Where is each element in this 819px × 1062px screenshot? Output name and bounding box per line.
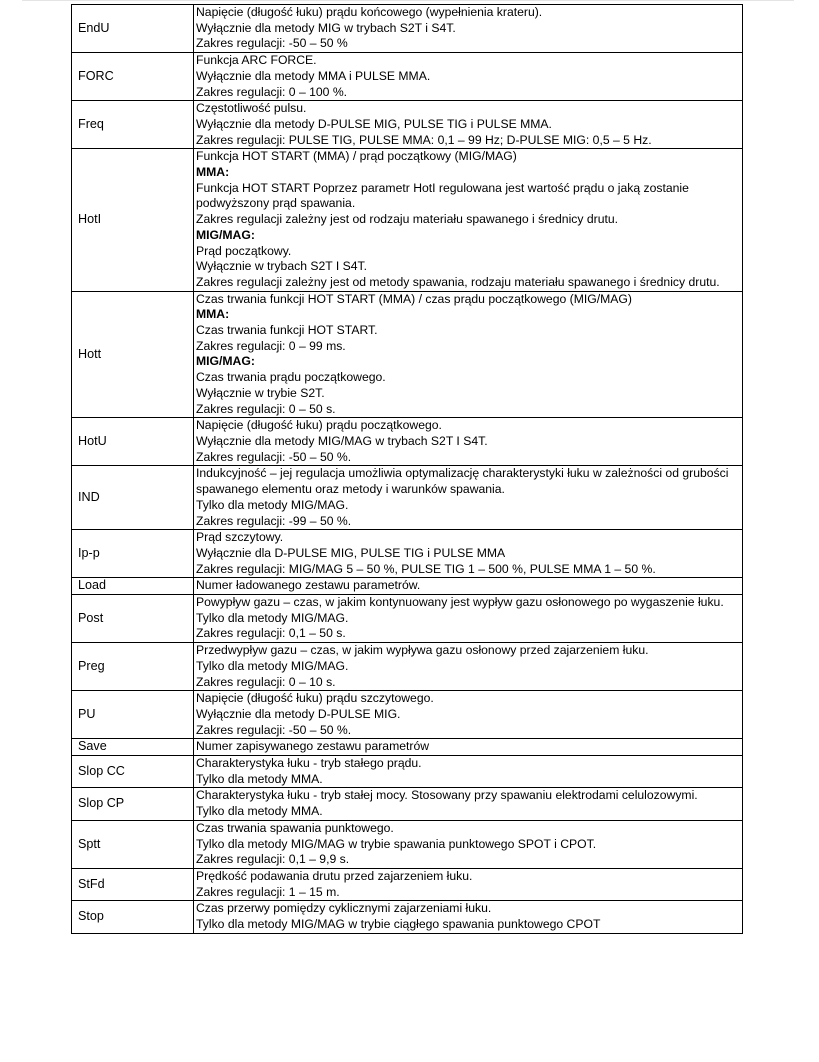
parameter-row [72,901,743,933]
description-line: Funkcja HOT START (MMA) / prąd początkowy (MIG/MAG) [196,149,517,164]
description-line: Zakres regulacji: 0,1 – 9,9 s. [196,852,350,867]
parameter-name: FORC [72,53,194,101]
description-line: Zakres regulacji: -50 – 50 % [196,36,348,51]
description-subheading: MIG/MAG: [196,354,255,369]
description-line: Zakres regulacji: 0 – 10 s. [196,674,336,689]
parameter-row [72,578,743,595]
parameter-name: Ip-p [72,530,194,578]
description-line: Wyłącznie dla metody MMA i PULSE MMA. [196,68,431,83]
parameter-description [194,901,743,933]
parameter-name: PU [72,691,194,739]
description-line: Czas trwania funkcji HOT START (MMA) / czas prądu początkowego (MIG/MAG) [196,291,632,306]
parameter-description [194,756,743,788]
parameter-row [72,595,743,643]
parameter-description [194,149,743,291]
description-line: Tylko dla metody MIG/MAG. [196,658,349,673]
description-line: Numer ładowanego zestawu parametrów. [196,578,421,593]
parameter-description [194,466,743,530]
description-subheading: MMA: [196,307,230,322]
parameter-name: Save [72,739,194,756]
parameter-row [72,418,743,466]
parameter-description [194,739,743,756]
parameter-row [72,643,743,691]
description-line: Zakres regulacji: MIG/MAG 5 – 50 %, PULSE TIG 1 – 500 %, PULSE MMA 1 – 50 %. [196,561,656,576]
description-line: Czas trwania funkcji HOT START. [196,323,378,338]
description-line: Czas trwania spawania punktowego. [196,820,394,835]
description-line: Wyłącznie dla metody D-PULSE MIG. [196,706,401,721]
parameter-table-body [72,5,743,934]
parameter-row [72,466,743,530]
description-line: Zakres regulacji: PULSE TIG, PULSE MMA: 0,1 – 99 Hz; D-PULSE MIG: 0,5 – 5 Hz. [196,132,652,147]
parameter-name: HotU [72,418,194,466]
description-line: Tylko dla metody MIG/MAG w trybie spawania punktowego SPOT i CPOT. [196,836,597,851]
parameter-description [194,101,743,149]
parameter-description [194,820,743,868]
description-line: Napięcie (długość łuku) prądu końcowego (wypełnienia krateru). [196,5,543,19]
description-line: Czas trwania prądu początkowego. [196,370,386,385]
parameter-row [72,291,743,418]
description-line: Czas przerwy pomiędzy cyklicznymi zajarzeniami łuku. [196,901,492,916]
description-line: Zakres regulacji: 0 – 99 ms. [196,338,346,353]
description-line: Zakres regulacji zależny jest od metody spawania, rodzaju materiału spawanego i średnicy drutu. [196,274,720,289]
parameter-description [194,53,743,101]
parameter-name: Post [72,595,194,643]
description-line: Zakres regulacji: 0,1 – 50 s. [196,626,346,641]
description-line: Zakres regulacji: 0 – 100 %. [196,84,348,99]
parameter-row [72,756,743,788]
description-subheading: MIG/MAG: [196,227,255,242]
description-line: Wyłącznie dla metody MIG w trybach S2T i S4T. [196,20,456,35]
parameter-description [194,643,743,691]
description-line: Wyłącznie w trybach S2T I S4T. [196,259,368,274]
parameter-description [194,595,743,643]
parameter-description [194,788,743,820]
parameter-description [194,578,743,595]
parameter-description [194,868,743,900]
parameter-row [72,691,743,739]
parameter-name: EndU [72,5,194,53]
description-line: Tylko dla metody MMA. [196,804,323,819]
parameter-name: Slop CP [72,788,194,820]
description-line: Prędkość podawania drutu przed zajarzeniem łuku. [196,868,473,883]
parameter-name: Hott [72,291,194,418]
parameter-row [72,101,743,149]
parameter-description [194,530,743,578]
parameter-description [194,691,743,739]
description-line: Zakres regulacji: 0 – 50 s. [196,401,336,416]
description-line: Tylko dla metody MMA. [196,771,323,786]
description-line: Charakterystyka łuku - tryb stałej mocy. Stosowany przy spawaniu elektrodami celulozowymi. [196,788,698,803]
description-line: Zakres regulacji zależny jest od rodzaju materiału spawanego i średnicy drutu. [196,212,619,227]
description-line: Tylko dla metody MIG/MAG w trybie ciągłego spawania punktowego CPOT [196,917,601,932]
description-line: Funkcja ARC FORCE. [196,53,317,68]
description-line: Powypływ gazu – czas, w jakim kontynuowany jest wypływ gazu osłonowego po wygaszenie łuku. Tylko dla metody MIG/MAG. [196,595,724,625]
parameter-description [194,291,743,418]
parameter-name: IND [72,466,194,530]
parameter-name: Freq [72,101,194,149]
description-line: Zakres regulacji: -50 – 50 %. [196,722,352,737]
description-line: Napięcie (długość łuku) prądu szczytowego. [196,691,434,706]
description-line: Wyłącznie dla D-PULSE MIG, PULSE TIG i PULSE MMA [196,545,506,560]
parameter-name: Stop [72,901,194,933]
description-line: Wyłącznie dla metody MIG/MAG w trybach S2T I S4T. [196,433,488,448]
parameter-name: Preg [72,643,194,691]
parameter-description [194,5,743,53]
parameter-row [72,788,743,820]
parameter-name: StFd [72,868,194,900]
description-line: Przedwypływ gazu – czas, w jakim wypływa gazu osłonowy przed zajarzeniem łuku. [196,643,649,658]
parameter-row [72,739,743,756]
description-line: Zakres regulacji: -50 – 50 %. [196,449,352,464]
parameter-row [72,820,743,868]
parameter-row [72,5,743,53]
page-top-rule [22,0,794,1]
parameter-row [72,53,743,101]
parameter-row [72,530,743,578]
description-line: Wyłącznie dla metody D-PULSE MIG, PULSE TIG i PULSE MMA. [196,116,552,131]
parameter-name: Sptt [72,820,194,868]
description-line: Wyłącznie w trybie S2T. [196,385,325,400]
description-line: Numer zapisywanego zestawu parametrów [196,739,430,754]
description-line: Charakterystyka łuku - tryb stałego prądu. [196,756,422,771]
description-line: Prąd początkowy. [196,243,292,258]
parameter-description [194,418,743,466]
description-line: Częstotliwość pulsu. [196,101,307,116]
parameter-name: HotI [72,149,194,291]
description-line: Tylko dla metody MIG/MAG. [196,497,349,512]
parameter-table [71,4,743,934]
description-line: Napięcie (długość łuku) prądu początkowego. [196,418,442,433]
parameter-name: Slop CC [72,756,194,788]
parameter-row [72,868,743,900]
description-line: Zakres regulacji: -99 – 50 %. [196,513,352,528]
description-line: Funkcja HOT START Poprzez parametr HotI regulowana jest wartość prądu o jaką zostanie podwyższony prąd spawania. [196,180,689,211]
description-line: Indukcyjność – jej regulacja umożliwia optymalizację charakterystyki łuku w zależności od grubości spawanego elementu oraz metody i warunków spawania. [196,466,729,497]
description-subheading: MMA: [196,165,230,180]
description-line: Zakres regulacji: 1 – 15 m. [196,884,340,899]
parameter-row [72,149,743,291]
description-line: Prąd szczytowy. [196,530,284,545]
parameter-name: Load [72,578,194,595]
